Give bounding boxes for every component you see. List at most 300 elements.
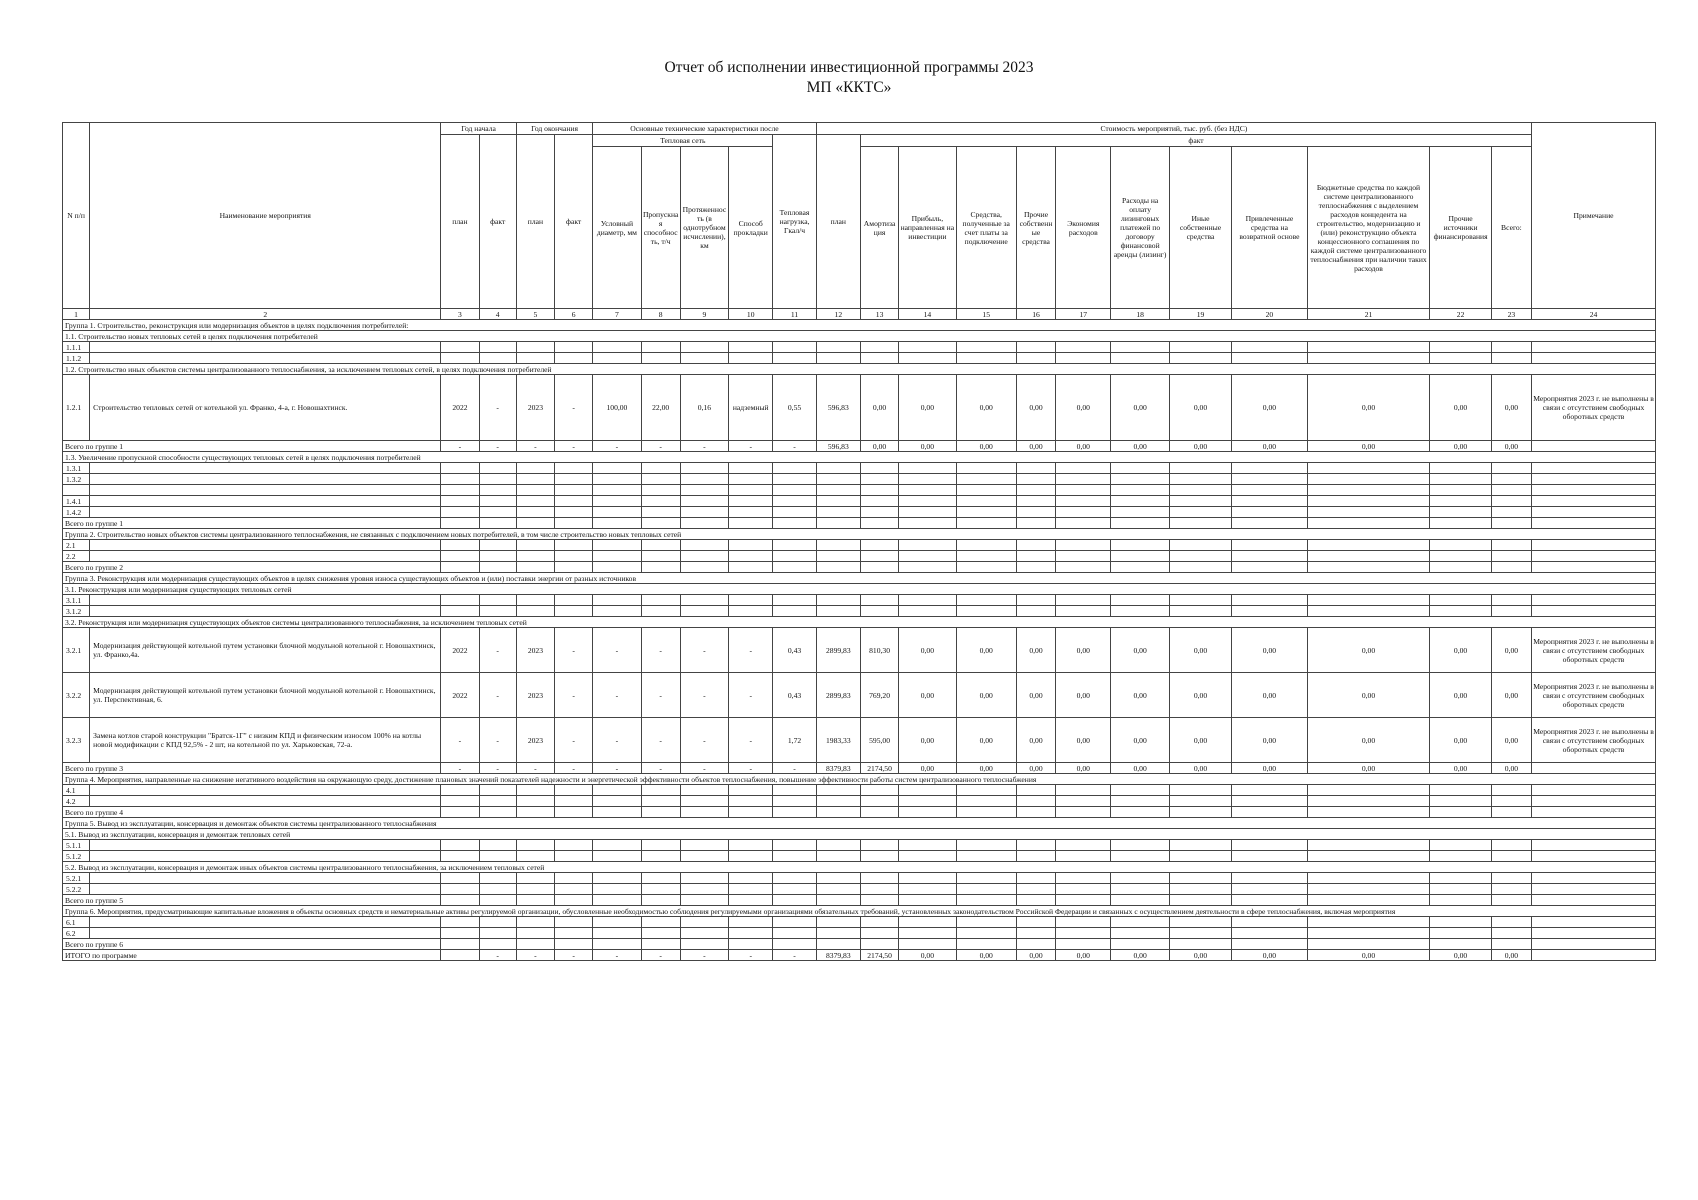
table-cell (1307, 496, 1430, 507)
header-year-start: Год начала (441, 123, 516, 135)
table-cell (1491, 807, 1531, 818)
table-cell: 0,00 (899, 763, 956, 774)
table-cell (1430, 353, 1491, 364)
table-cell (441, 884, 479, 895)
table-cell (1169, 917, 1231, 928)
header-other-own2: Иные собственные средства (1169, 147, 1231, 309)
table-cell (1111, 507, 1169, 518)
table-cell (680, 485, 728, 496)
table-cell: 0,00 (899, 375, 956, 441)
table-cell (680, 562, 728, 573)
report-body (63, 320, 1656, 961)
table-cell (729, 840, 773, 851)
table-cell (1430, 606, 1491, 617)
table-cell (593, 939, 641, 950)
table-cell: 0,00 (1491, 763, 1531, 774)
table-cell (729, 518, 773, 529)
column-number: 14 (899, 309, 956, 320)
table-cell: 0,00 (956, 673, 1016, 718)
table-cell (899, 551, 956, 562)
table-cell (860, 884, 898, 895)
table-cell (1232, 595, 1307, 606)
column-number: 3 (441, 309, 479, 320)
table-cell (956, 562, 1016, 573)
table-cell (956, 485, 1016, 496)
table-cell: - (479, 673, 516, 718)
table-cell: - (441, 718, 479, 763)
table-cell: 0,00 (1307, 673, 1430, 718)
table-cell (1491, 507, 1531, 518)
table-cell: 0,00 (1016, 441, 1055, 452)
column-number: 4 (479, 309, 516, 320)
table-cell (899, 562, 956, 573)
table-cell: - (773, 950, 816, 961)
table-cell (441, 807, 479, 818)
header-borrowed: Привлеченные средства на возвратной основе (1232, 147, 1307, 309)
table-cell (1430, 785, 1491, 796)
table-cell (1430, 551, 1491, 562)
table-cell (1491, 928, 1531, 939)
table-cell (641, 353, 680, 364)
table-cell (516, 796, 554, 807)
table-cell (1532, 785, 1656, 796)
table-cell (1491, 474, 1531, 485)
table-cell: - (555, 628, 593, 673)
table-cell (1169, 796, 1231, 807)
table-cell (1056, 884, 1111, 895)
table-cell (479, 928, 516, 939)
table-cell (1016, 917, 1055, 928)
table-cell (773, 873, 816, 884)
table-cell (773, 928, 816, 939)
table-cell (899, 595, 956, 606)
table-cell (555, 353, 593, 364)
table-cell: - (641, 673, 680, 718)
row-number: 1.4.2 (63, 507, 90, 518)
table-cell (516, 540, 554, 551)
table-cell (1111, 807, 1169, 818)
column-number: 11 (773, 309, 816, 320)
table-cell: - (641, 763, 680, 774)
table-cell (1232, 873, 1307, 884)
table-cell: 0,00 (1430, 763, 1491, 774)
table-cell: 0,00 (1016, 950, 1055, 961)
table-cell (680, 551, 728, 562)
table-cell: 0,00 (1169, 628, 1231, 673)
table-cell (555, 474, 593, 485)
table-cell (479, 474, 516, 485)
table-cell (90, 785, 441, 796)
measure-name: Замена котлов старой конструкции "Братск-1Г" с низким КПД и физическим износом 100% на котлы новой модификации с КПД 92,5% - 2 шт, на котельной по ул. Харьковская, 72-а. (90, 718, 441, 763)
table-cell (860, 895, 898, 906)
table-cell (593, 562, 641, 573)
group-total-row (63, 895, 1656, 906)
table-cell (479, 785, 516, 796)
table-cell: 0,00 (1056, 718, 1111, 763)
row-number: 5.1.1 (63, 840, 90, 851)
table-cell (1111, 939, 1169, 950)
table-cell: 100,00 (593, 375, 641, 441)
table-cell (516, 939, 554, 950)
table-cell (1532, 551, 1656, 562)
measure-name: Строительство тепловых сетей от котельной ул. Франко, 4-а, г. Новошахтинск. (90, 375, 441, 441)
table-cell (1016, 796, 1055, 807)
table-cell (641, 595, 680, 606)
table-cell (1532, 807, 1656, 818)
table-cell (1532, 463, 1656, 474)
table-cell (1169, 595, 1231, 606)
table-cell (1169, 353, 1231, 364)
table-cell: 0,00 (899, 718, 956, 763)
table-cell (899, 463, 956, 474)
table-cell (1111, 884, 1169, 895)
table-cell (1232, 518, 1307, 529)
table-cell (773, 917, 816, 928)
table-cell (441, 950, 479, 961)
table-cell (1111, 562, 1169, 573)
table-cell (555, 485, 593, 496)
table-cell (729, 463, 773, 474)
table-cell (1430, 507, 1491, 518)
table-cell (1430, 851, 1491, 862)
table-cell (555, 796, 593, 807)
table-cell (479, 507, 516, 518)
section-header: 1.1. Строительство новых тепловых сетей в целях подключения потребителей (63, 331, 1656, 342)
table-cell (860, 496, 898, 507)
table-cell (441, 562, 479, 573)
table-cell (1491, 540, 1531, 551)
table-cell: - (680, 718, 728, 763)
table-cell (1016, 895, 1055, 906)
table-cell (1111, 518, 1169, 529)
table-cell: 0,00 (1491, 628, 1531, 673)
table-cell (816, 496, 860, 507)
table-cell: - (729, 950, 773, 961)
table-cell (1307, 518, 1430, 529)
table-cell: 0,00 (1307, 628, 1430, 673)
table-cell (441, 851, 479, 862)
table-cell: 0,00 (956, 375, 1016, 441)
table-cell: 0,00 (956, 441, 1016, 452)
column-number: 5 (516, 309, 554, 320)
table-cell: - (729, 441, 773, 452)
table-cell (555, 873, 593, 884)
table-cell (860, 606, 898, 617)
table-cell (1532, 928, 1656, 939)
table-cell (816, 873, 860, 884)
table-cell (516, 807, 554, 818)
table-cell (1016, 840, 1055, 851)
table-cell (641, 807, 680, 818)
table-cell (729, 917, 773, 928)
section-header-row (63, 906, 1656, 917)
table-cell (1307, 895, 1430, 906)
table-cell (816, 562, 860, 573)
table-cell (860, 939, 898, 950)
table-cell (1430, 928, 1491, 939)
table-row (63, 606, 1656, 617)
table-cell (1016, 496, 1055, 507)
table-cell: 0,00 (1232, 950, 1307, 961)
table-cell (1169, 873, 1231, 884)
table-cell (1056, 939, 1111, 950)
table-cell (479, 606, 516, 617)
table-cell (90, 474, 441, 485)
table-cell (956, 595, 1016, 606)
table-cell (1430, 939, 1491, 950)
table-cell (680, 595, 728, 606)
header-length: Протяженность (в однотрубном исчислении), км (680, 147, 728, 309)
table-cell (816, 796, 860, 807)
table-cell (90, 873, 441, 884)
table-cell: - (555, 375, 593, 441)
table-cell: 596,83 (816, 375, 860, 441)
table-cell (1016, 884, 1055, 895)
column-number: 13 (860, 309, 898, 320)
table-cell (1307, 796, 1430, 807)
table-cell: - (555, 718, 593, 763)
header-end-fact: факт (555, 135, 593, 309)
table-cell: 0,00 (1056, 763, 1111, 774)
table-cell (479, 851, 516, 862)
table-cell (860, 851, 898, 862)
table-cell: 0,00 (1169, 718, 1231, 763)
table-cell (441, 840, 479, 851)
table-cell (1169, 507, 1231, 518)
table-cell (860, 540, 898, 551)
header-other-src: Прочие источники финансирования (1430, 147, 1491, 309)
table-cell (1111, 353, 1169, 364)
table-cell: - (555, 441, 593, 452)
table-cell: - (555, 673, 593, 718)
table-cell (516, 342, 554, 353)
table-cell (1232, 540, 1307, 551)
table-cell: 0,00 (1016, 673, 1055, 718)
table-row (63, 353, 1656, 364)
group-total-label: Всего по группе 1 (63, 441, 441, 452)
column-number: 16 (1016, 309, 1055, 320)
header-remark: Примечание (1532, 123, 1656, 309)
table-cell (899, 873, 956, 884)
table-cell (729, 496, 773, 507)
table-cell (1430, 873, 1491, 884)
row-number: 5.1.2 (63, 851, 90, 862)
table-cell (641, 463, 680, 474)
table-cell (729, 485, 773, 496)
table-cell (729, 474, 773, 485)
table-cell (441, 463, 479, 474)
table-cell (516, 507, 554, 518)
table-cell (1111, 485, 1169, 496)
table-cell: 0,00 (1232, 718, 1307, 763)
table-cell: 0,00 (1307, 375, 1430, 441)
row-number: 1.3.1 (63, 463, 90, 474)
column-number: 2 (90, 309, 441, 320)
table-cell (555, 507, 593, 518)
table-cell: - (555, 950, 593, 961)
table-cell (680, 840, 728, 851)
table-cell (1056, 606, 1111, 617)
table-cell (516, 518, 554, 529)
table-cell (441, 551, 479, 562)
table-cell (90, 463, 441, 474)
table-row (63, 884, 1656, 895)
table-cell (1307, 873, 1430, 884)
table-cell (1491, 562, 1531, 573)
table-cell: - (441, 763, 479, 774)
table-cell (593, 485, 641, 496)
table-cell (680, 518, 728, 529)
table-cell (1491, 606, 1531, 617)
column-number: 19 (1169, 309, 1231, 320)
row-number: 1.3.2 (63, 474, 90, 485)
table-cell (593, 895, 641, 906)
table-cell: 0,00 (1169, 950, 1231, 961)
section-header-row (63, 829, 1656, 840)
table-cell (441, 595, 479, 606)
table-cell: 0,00 (1491, 718, 1531, 763)
table-cell (1111, 851, 1169, 862)
table-cell (956, 851, 1016, 862)
table-cell (479, 917, 516, 928)
table-cell (860, 551, 898, 562)
header-start-plan: план (441, 135, 479, 309)
table-row (63, 485, 1656, 496)
header-fact: факт (860, 135, 1531, 147)
table-cell (816, 540, 860, 551)
table-cell (516, 851, 554, 862)
table-cell: 1983,33 (816, 718, 860, 763)
table-cell (1016, 873, 1055, 884)
table-cell (516, 562, 554, 573)
table-cell: 0,00 (1111, 763, 1169, 774)
table-cell (593, 551, 641, 562)
table-cell (1056, 551, 1111, 562)
table-cell (680, 796, 728, 807)
table-cell: - (641, 628, 680, 673)
table-cell (555, 807, 593, 818)
table-cell: 0,00 (1232, 441, 1307, 452)
table-cell (593, 840, 641, 851)
table-cell (1491, 353, 1531, 364)
table-cell (1111, 895, 1169, 906)
table-cell (1111, 540, 1169, 551)
table-cell: - (680, 441, 728, 452)
section-header: 5.1. Вывод из эксплуатации, консервация и демонтаж тепловых сетей (63, 829, 1656, 840)
header-leasing: Расходы на оплату лизинговых платежей по договору финансовой аренды (лизинг) (1111, 147, 1169, 309)
table-cell (1532, 796, 1656, 807)
row-number: 5.2.1 (63, 873, 90, 884)
header-year-end: Год окончания (516, 123, 592, 135)
table-cell (593, 807, 641, 818)
table-cell (1016, 518, 1055, 529)
table-cell (860, 463, 898, 474)
table-cell: 0,43 (773, 673, 816, 718)
table-cell: - (516, 763, 554, 774)
table-cell: 0,00 (1430, 628, 1491, 673)
table-cell (1307, 939, 1430, 950)
table-cell (593, 463, 641, 474)
table-cell (441, 895, 479, 906)
table-cell (479, 884, 516, 895)
table-cell (1307, 884, 1430, 895)
table-row (63, 873, 1656, 884)
table-cell: - (729, 718, 773, 763)
row-number: 3.2.1 (63, 628, 90, 673)
table-row (63, 840, 1656, 851)
table-cell (956, 551, 1016, 562)
header-total: Всего: (1491, 147, 1531, 309)
table-cell (1232, 507, 1307, 518)
table-cell (555, 551, 593, 562)
group-total-row (63, 763, 1656, 774)
table-cell: 2023 (516, 673, 554, 718)
table-row (63, 785, 1656, 796)
section-header-row (63, 818, 1656, 829)
section-header-row (63, 320, 1656, 331)
row-number: 3.1.1 (63, 595, 90, 606)
table-cell (816, 518, 860, 529)
section-header: 3.2. Реконструкция или модернизация существующих объектов системы централизованного теплоснабжения, за исключением тепловых сетей (63, 617, 1656, 628)
table-cell: 0,00 (899, 441, 956, 452)
remark-cell: Мероприятия 2023 г. не выполнены в связи с отсутствием свободных оборотных средств (1532, 628, 1656, 673)
group-total-row (63, 950, 1656, 961)
table-cell (860, 873, 898, 884)
table-cell: - (593, 673, 641, 718)
table-cell (593, 342, 641, 353)
table-cell (956, 353, 1016, 364)
table-cell (1491, 551, 1531, 562)
table-cell (860, 507, 898, 518)
table-cell: - (680, 673, 728, 718)
table-cell: - (729, 763, 773, 774)
table-cell (641, 928, 680, 939)
table-cell (1491, 595, 1531, 606)
header-end-plan: план (516, 135, 554, 309)
table-cell (555, 562, 593, 573)
table-cell (816, 474, 860, 485)
table-cell: - (479, 950, 516, 961)
table-cell (1491, 796, 1531, 807)
table-cell (1532, 441, 1656, 452)
table-cell: - (773, 763, 816, 774)
table-cell (1532, 950, 1656, 961)
section-header-row (63, 331, 1656, 342)
table-cell (1430, 496, 1491, 507)
table-cell (1169, 496, 1231, 507)
header-profit: Прибыль, направленная на инвестиции (899, 147, 956, 309)
remark-cell: Мероприятия 2023 г. не выполнены в связи с отсутствием свободных оборотных средств (1532, 718, 1656, 763)
table-cell: 0,00 (1169, 441, 1231, 452)
table-cell: 0,00 (1430, 673, 1491, 718)
table-cell (1016, 785, 1055, 796)
table-cell (816, 840, 860, 851)
table-cell: - (593, 763, 641, 774)
header-heat-net: Тепловая сеть (593, 135, 773, 147)
table-cell (555, 895, 593, 906)
table-cell (593, 474, 641, 485)
table-cell: 0,00 (1056, 441, 1111, 452)
column-number: 24 (1532, 309, 1656, 320)
table-cell (816, 928, 860, 939)
table-cell (1532, 353, 1656, 364)
table-cell (1169, 485, 1231, 496)
table-cell (593, 917, 641, 928)
table-cell (1532, 485, 1656, 496)
table-cell (479, 873, 516, 884)
table-cell (1532, 851, 1656, 862)
table-cell (1232, 485, 1307, 496)
